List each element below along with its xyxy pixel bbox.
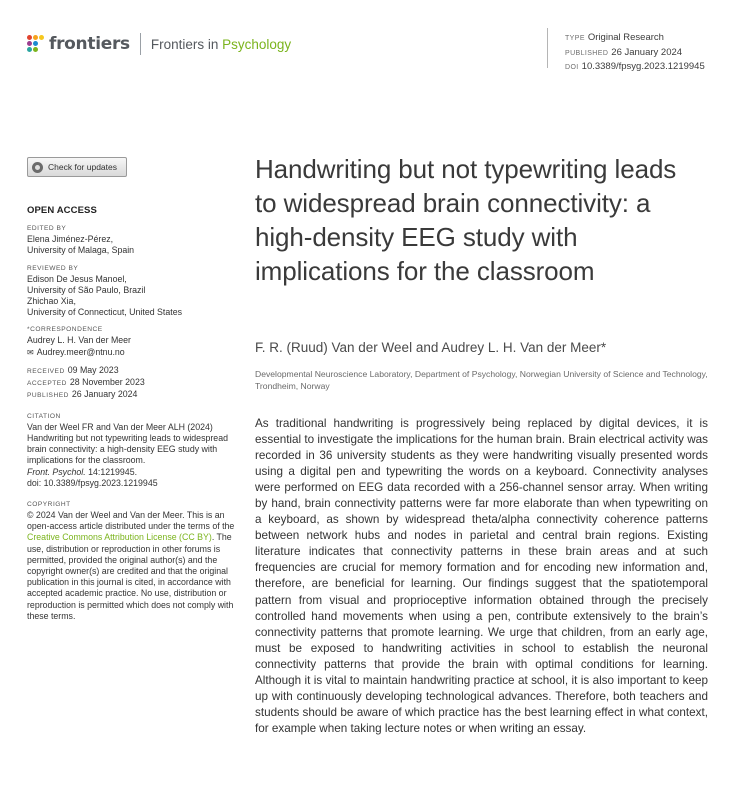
mail-icon: ✉	[27, 347, 34, 357]
citation-label: CITATION	[27, 412, 61, 420]
type-row	[565, 31, 705, 46]
check-for-updates-button[interactable]	[27, 157, 127, 177]
type-value: Original Research	[587, 32, 664, 43]
copyright-label: COPYRIGHT	[27, 501, 71, 509]
correspondence-email[interactable]: Audrey.meer@ntnu.no	[36, 346, 125, 357]
published-label: PUBLISHED	[565, 49, 609, 57]
reviewer-1-affiliation: University of São Paulo, Brazil	[27, 284, 146, 295]
published-row-sidebar	[27, 389, 235, 401]
reviewer-1-name: Edison De Jesus Manoel,	[27, 273, 127, 284]
citation-journal: Front. Psychol.	[27, 466, 86, 477]
journal-field: Psychology	[222, 36, 292, 52]
type-label: TYPE	[565, 35, 585, 42]
article-abstract: As traditional handwriting is progressively being replaced by digital devices, it is essential to investigate the implications for the human brain. Brain electrical activity was recorded in 36 university students as they were handwriting visually presented words using a digital pen and typewriting the words on a keyboard. Connectivity analyses were performed on EEG data recorded with a 256-channel sensor array. When writing by hand, brain connectivity patterns were far more elaborate than when typewriting on a keyboard, as shown by widespread theta/alpha connectivity coherence patterns between network hubs and nodes in parietal and central brain regions. Existing literature indicates that connectivity patterns in these brain areas and at such frequencies are crucial for memory formation and for encoding new information and, therefore, are beneficial for learning. Our findings suggest that the spatiotemporal pattern from visual and proprioceptive information obtained through the precisely controlled hand movements when using a pen, contribute extensively to the brain’s connectivity patterns that promote learning. We urge that children, from an early age, must be exposed to handwriting activities in school to establish the neuronal connectivity patterns that provide the brain with optimal conditions for learning. Although it is vital to maintain handwriting practice at school, it is also important to keep up with continuously developing technological advances. Therefore, both teachers and students should be aware of which practice has the best learning effect in what context, for example when taking lecture notes or when writing an essay.	[255, 417, 708, 735]
correspondence-name: Audrey L. H. Van der Meer	[27, 335, 131, 346]
dates-block	[27, 365, 235, 401]
cc-by-license-link[interactable]: Creative Commons Attribution License (CC BY)	[27, 532, 212, 543]
logo-divider	[140, 33, 141, 55]
received-row	[27, 365, 235, 377]
copyright-post: . The use, distribution or reproduction in other forums is permitted, provided the original author(s) and the copyright owner(s) are credited and that the original publication in this journal is cited, in accordance with accepted academic practice. No use, distribution or reproduction is permitted which does not comply with these terms.	[27, 532, 234, 621]
doi-label: DOI	[565, 64, 579, 71]
reviewer-2-name: Zhichao Xia,	[27, 296, 76, 307]
published-value-sidebar: 26 January 2024	[71, 388, 138, 399]
journal-name[interactable]	[151, 37, 291, 52]
meta-divider	[547, 28, 548, 68]
published-row	[565, 46, 705, 61]
accepted-label: ACCEPTED	[27, 379, 67, 387]
copyright-text	[27, 510, 235, 622]
article-sidebar	[27, 205, 235, 622]
frontiers-logo[interactable]	[27, 33, 291, 55]
published-value: 26 January 2024	[611, 46, 683, 58]
editor-affiliation: University of Malaga, Spain	[27, 245, 135, 256]
article-authors[interactable]: F. R. (Ruud) Van der Weel and Audrey L. H. Van der Meer*	[255, 340, 607, 355]
citation-doi[interactable]: doi: 10.3389/fpsyg.2023.1219945	[27, 477, 158, 488]
reviewer-2-affiliation: University of Connecticut, United States	[27, 307, 182, 318]
reviewed-by-label: REVIEWED BY	[27, 264, 79, 272]
received-label: RECEIVED	[27, 367, 65, 375]
check-updates-label: Check for updates	[48, 162, 117, 172]
doi-value[interactable]: 10.3389/fpsyg.2023.1219945	[581, 61, 705, 72]
citation-source	[27, 467, 235, 478]
journal-prefix: Frontiers in	[150, 36, 223, 52]
open-access-label: OPEN ACCESS	[27, 205, 97, 216]
logo-wordmark: frontiers	[49, 34, 130, 54]
accepted-value: 28 November 2023	[69, 376, 145, 387]
author-affiliation: Developmental Neuroscience Laboratory, Department of Psychology, Norwegian University of Science and Technology, Trondheim, Norway	[255, 369, 708, 391]
citation-volume: 14:1219945.	[85, 466, 138, 477]
doi-row	[565, 60, 705, 75]
editor-name: Elena Jiménez-Pérez,	[27, 234, 114, 245]
citation-text: Van der Weel FR and Van der Meer ALH (2024) Handwriting but not typewriting leads to widespread brain connectivity: a high-density EEG study with implications for the classroom.	[27, 421, 228, 466]
article-meta	[565, 31, 705, 75]
crossmark-icon	[32, 162, 43, 173]
received-value: 09 May 2023	[67, 364, 119, 375]
published-label-sidebar: PUBLISHED	[27, 391, 69, 399]
accepted-row	[27, 377, 235, 389]
article-title: Handwriting but not typewriting leads to widespread brain connectivity: a high-density EEG study with implications for the classroom	[255, 154, 677, 286]
correspondence-label: *CORRESPONDENCE	[27, 326, 103, 334]
frontiers-logo-icon	[27, 35, 45, 53]
correspondence-email-row[interactable]	[27, 347, 235, 358]
copyright-pre: © 2024 Van der Weel and Van der Meer. This is an open-access article distributed under the terms of the	[27, 510, 235, 532]
edited-by-label: EDITED BY	[27, 225, 67, 233]
